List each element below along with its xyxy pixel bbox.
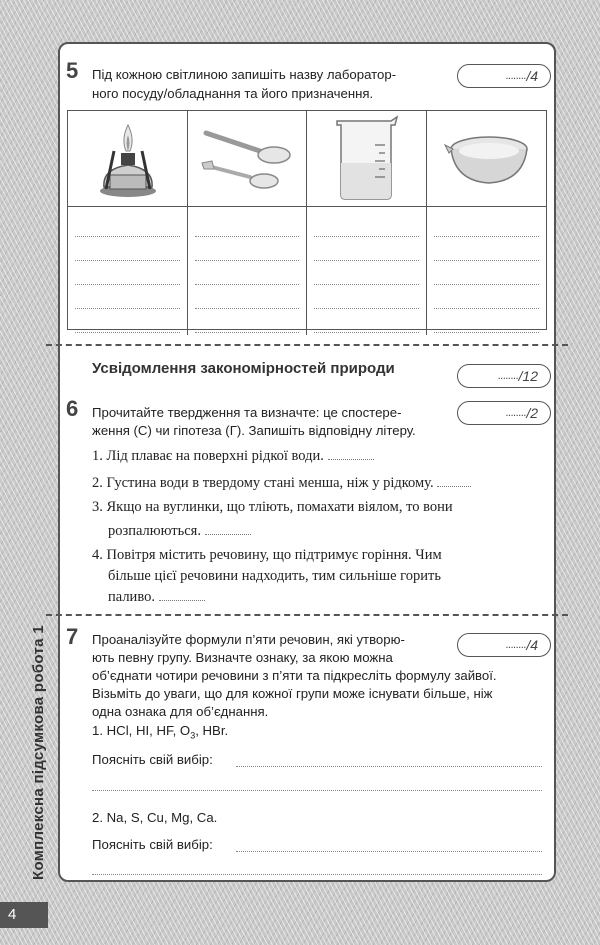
section-divider <box>46 614 568 616</box>
section-score-box[interactable]: ........ /12 <box>457 364 551 388</box>
explain-label-1: Поясніть свій вибір: <box>92 752 213 767</box>
answer-cell[interactable] <box>68 207 188 335</box>
explain-label-2: Поясніть свій вибір: <box>92 837 213 852</box>
task7-score-value: /4 <box>526 637 538 653</box>
explain-line[interactable] <box>92 790 542 791</box>
worksheet-card <box>58 42 556 882</box>
explain-line[interactable] <box>236 766 542 767</box>
answer-cell[interactable] <box>188 207 308 335</box>
statement-2: 2. Густина води в твердому стані менша, ніж у рідкому. <box>92 473 532 494</box>
task7-text-line1: Проаналізуйте формули п’яти речовин, які утворю- <box>92 632 405 647</box>
task7-text-line4: Візьміть до уваги, що для кожної групи може існувати більше, ніж <box>92 686 493 701</box>
task6-score-value: /2 <box>526 405 538 421</box>
page-number: 4 <box>0 902 48 928</box>
answer-blank[interactable] <box>328 448 374 460</box>
task7-text-line5: одна ознака для об’єднання. <box>92 704 269 719</box>
task6-score-box[interactable]: ........ /2 <box>457 401 551 425</box>
section-score-value: /12 <box>518 368 538 384</box>
answer-cell[interactable] <box>427 207 547 335</box>
task7-score-box[interactable]: ........ /4 <box>457 633 551 657</box>
section-divider <box>46 344 568 346</box>
task7-number: 7 <box>66 624 79 649</box>
statement-1: 1. Лід плаває на поверхні рідкої води. <box>92 446 532 467</box>
statement-4-cont2: паливо. <box>108 587 548 608</box>
task5-score-value: /4 <box>526 68 538 84</box>
statement-3-cont: розпалюються. <box>108 521 548 542</box>
task5-image-table <box>67 110 547 330</box>
statement-4-cont: більше цієї речовини надходить, тим сильніше горить <box>108 568 441 584</box>
image-cell <box>68 111 188 207</box>
image-cell <box>188 111 308 207</box>
section-title: Усвідомлення закономірностей природи <box>92 360 395 377</box>
task6-number: 6 <box>66 396 79 421</box>
evaporating-dish-icon <box>441 129 533 189</box>
image-cell <box>427 111 547 207</box>
statement-3: 3. Якщо на вуглинки, що тліють, помахати віялом, то вони <box>92 499 453 515</box>
answer-blank[interactable] <box>159 589 205 601</box>
formula-group-1[interactable]: 1. HCl, HI, HF, $O_3$, HBr. <box>92 723 229 741</box>
task7-text-line3: об’єднати чотири речовини з п’яти та підкресліть формулу зайвої. <box>92 668 497 683</box>
spirit-lamp-icon <box>88 121 168 201</box>
task7-text-line2: ють певну групу. Визначте ознаку, за якою можна <box>92 650 393 665</box>
explain-line[interactable] <box>92 874 542 875</box>
task5-text-line1: Під кожною світлиною запишіть назву лаборатор- <box>92 67 397 82</box>
sidebar-title: Комплексна підсумкова робота 1 <box>30 625 47 880</box>
image-cell <box>307 111 427 207</box>
answer-cell[interactable] <box>307 207 427 335</box>
formula-group-2[interactable]: 2. Na, S, Cu, Mg, Ca. <box>92 810 218 825</box>
task6-text-line1: Прочитайте твердження та визначте: це спостере- <box>92 405 402 420</box>
spatula-spoon-icon <box>198 125 298 195</box>
answer-blank[interactable] <box>205 523 251 535</box>
task5-score-box[interactable]: ........ /4 <box>457 64 551 88</box>
task6-text-line2: ження (С) чи гіпотеза (Г). Запишіть відповідну літеру. <box>92 423 416 438</box>
explain-line[interactable] <box>236 851 542 852</box>
statement-4: 4. Повітря містить речовину, що підтримує горіння. Чим <box>92 547 442 563</box>
beaker-icon <box>331 115 403 203</box>
task5-number: 5 <box>66 58 79 83</box>
answer-blank[interactable] <box>437 475 471 487</box>
task5-text-line2: ного посуду/обладнання та його призначення. <box>92 86 374 101</box>
